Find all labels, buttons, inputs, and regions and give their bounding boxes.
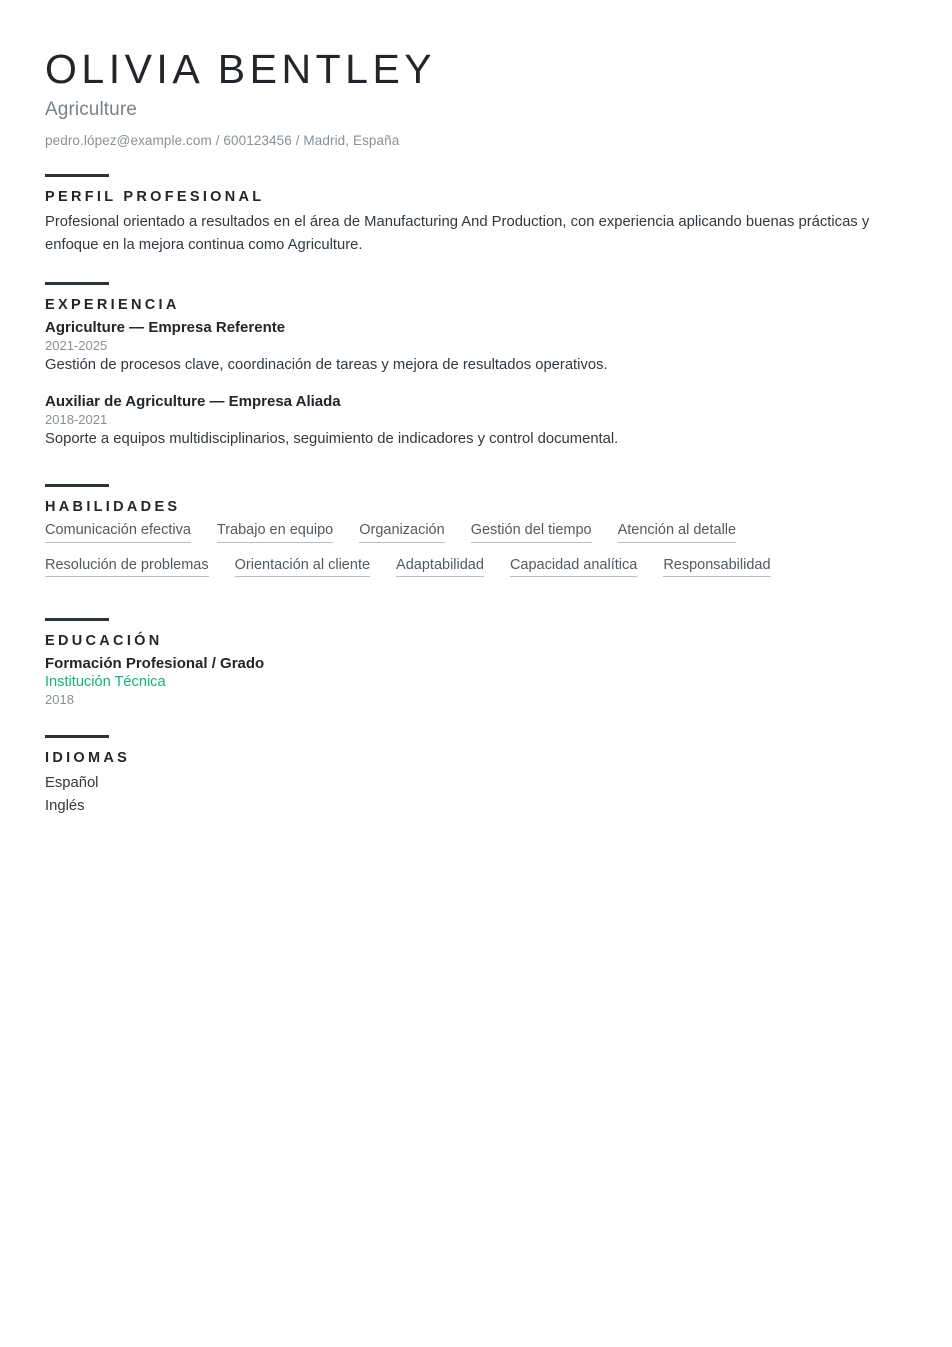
section-experience — [45, 282, 907, 450]
skill-item: Resolución de problemas — [45, 556, 209, 578]
skill-item: Trabajo en equipo — [217, 521, 333, 543]
experience-description: Soporte a equipos multidisciplinarios, seguimiento de indicadores y control documental. — [45, 430, 619, 447]
contact-line: pedro.lópez@example.com / 600123456 / Madrid, España — [45, 133, 400, 149]
experience-position: Agriculture — Empresa Referente — [45, 319, 286, 337]
skill-item: Organización — [359, 521, 444, 543]
experience-dates: 2021-2025 — [45, 338, 108, 354]
education-year: 2018 — [45, 692, 74, 708]
skills-list — [45, 521, 907, 590]
education-degree: Formación Profesional / Grado — [45, 655, 265, 673]
candidate-name: OLIVIA BENTLEY — [45, 46, 437, 92]
section-rule — [45, 735, 109, 738]
skill-item: Gestión del tiempo — [471, 521, 592, 543]
section-profile — [45, 174, 907, 256]
skill-item: Atención al detalle — [618, 521, 737, 543]
skill-item: Orientación al cliente — [235, 556, 370, 578]
section-title-skills: HABILIDADES — [45, 499, 181, 516]
candidate-role: Agriculture — [45, 99, 137, 121]
section-title-experience: EXPERIENCIA — [45, 297, 180, 314]
language-item: Inglés — [45, 798, 85, 815]
section-education — [45, 618, 907, 707]
section-skills — [45, 484, 907, 590]
section-rule — [45, 618, 109, 621]
skill-item: Adaptabilidad — [396, 556, 484, 578]
experience-position: Auxiliar de Agriculture — Empresa Aliada — [45, 392, 341, 410]
experience-item — [45, 393, 907, 450]
experience-dates: 2018-2021 — [45, 411, 108, 427]
language-item: Español — [45, 775, 99, 792]
section-rule — [45, 174, 109, 177]
section-title-profile: PERFIL PROFESIONAL — [45, 189, 265, 206]
education-school: Institución Técnica — [45, 674, 166, 691]
skill-item: Capacidad analítica — [510, 556, 637, 578]
section-rule — [45, 484, 109, 487]
section-rule — [45, 282, 109, 285]
skill-item: Responsabilidad — [663, 556, 770, 578]
section-languages — [45, 735, 907, 818]
profile-text: Profesional orientado a resultados en el área de Manufacturing And Production, con experiencia aplicando buenas prácticas y enfoque en la mejora continua como Agriculture. — [45, 214, 870, 253]
experience-description: Gestión de procesos clave, coordinación de tareas y mejora de resultados operativos. — [45, 357, 608, 374]
resume-header — [45, 46, 907, 148]
section-title-education: EDUCACIÓN — [45, 633, 163, 650]
skill-item: Comunicación efectiva — [45, 521, 191, 543]
section-title-languages: IDIOMAS — [45, 750, 131, 767]
experience-item — [45, 319, 907, 376]
